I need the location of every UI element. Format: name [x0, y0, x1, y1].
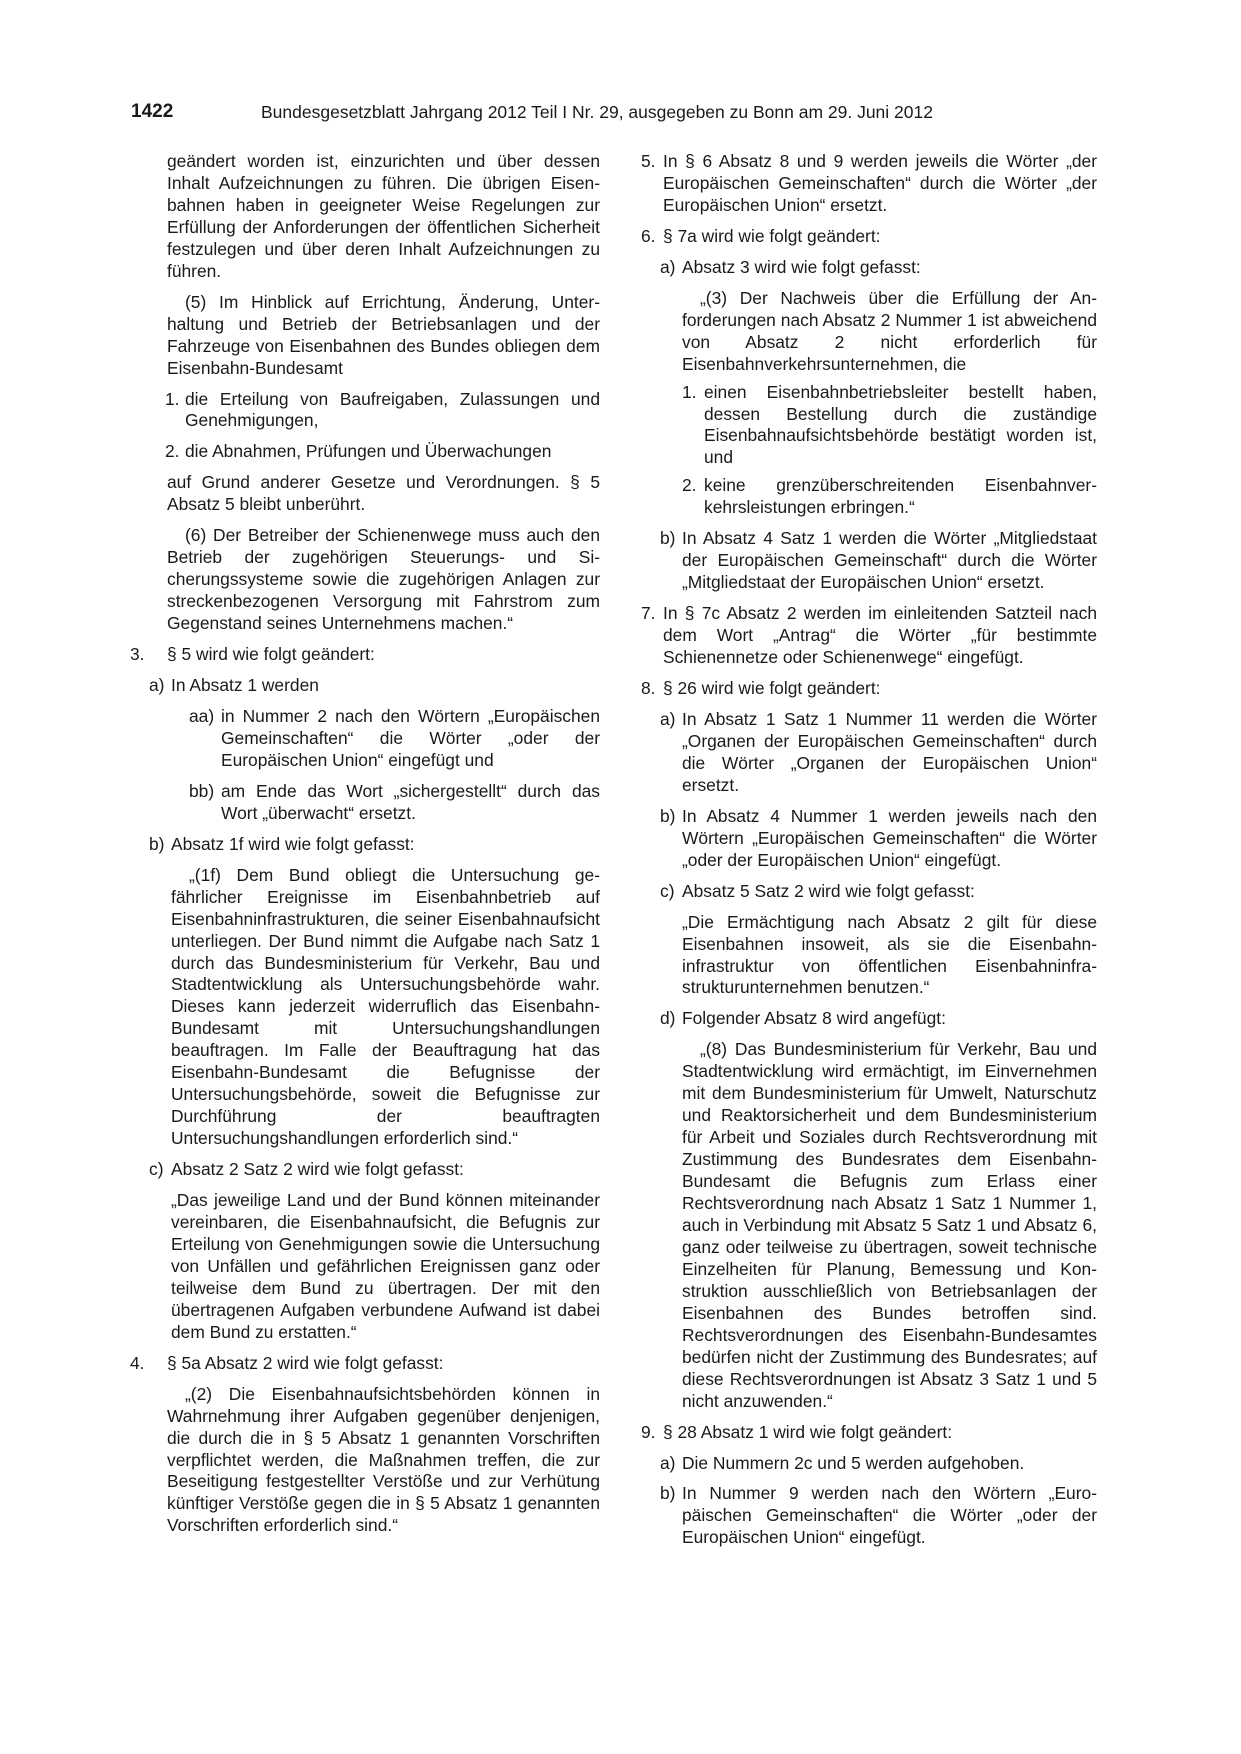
- list-item-number: b): [660, 528, 676, 549]
- list-item-number: b): [149, 833, 165, 854]
- list-item-number: d): [660, 1008, 676, 1029]
- list-item-text: Absatz 5 Satz 2 wird wie folgt gefasst:: [682, 880, 975, 901]
- list-item-number: a): [660, 256, 676, 277]
- list-item: [130, 644, 600, 666]
- list-item: [660, 257, 1097, 279]
- list-item-text: In Nummer 9 werden nach den Wörtern „Europäischen Gemeinschaften“ die Wörter „oder der Europäischen Union“ eingefügt.: [682, 1483, 1097, 1548]
- paragraph-6: (6) Der Betreiber der Schienenwege muss auch den Betrieb der zugehörigen Steuerungs- und Sicherungssysteme sowie die zugehörigen Anlagen zur streckenbezogenen Versorgung mit Fahrstrom zum Gegenstand seines Unternehmens machen.“: [167, 525, 600, 634]
- paragraph-tail: auf Grund anderer Gesetze und Verordnungen. § 5 Absatz 5 bleibt unberührt.: [167, 472, 600, 515]
- list-item: [641, 1422, 1097, 1444]
- list-item: [660, 1008, 1097, 1030]
- paragraph-continued: geändert worden ist, einzurichten und über dessen Inhalt Aufzeichnungen zu führen. Die übrigen Eisenbahnen haben in geeigneter Weise Regelungen zur Erfüllung der Anforderungen der öffentlichen Sicherheit festzulegen und über deren Inhalt Aufzeichnungen zu führen.: [167, 151, 600, 281]
- list-item: [660, 709, 1097, 797]
- list-item-text: In § 7c Absatz 2 werden im einleitenden Satzteil nach dem Wort „Antrag“ die Wörter „für bestimmte Schienennetze oder Schienenwege“ eingefügt.: [663, 603, 1097, 668]
- list-item: [130, 1353, 600, 1375]
- list-item-number: 6.: [641, 225, 656, 246]
- list-item-number: c): [660, 880, 675, 901]
- list-item-text: Folgender Absatz 8 wird angefügt:: [682, 1008, 946, 1029]
- list-item-text: § 26 wird wie folgt geändert:: [663, 678, 881, 699]
- list-item: [682, 382, 1097, 470]
- quoted-paragraph: „Die Ermächtigung nach Absatz 2 gilt für diese Eisenbahnen insoweit, als sie die Eisenbahninfrastruktur von öffentlichen Eisenbahninfrastrukturunternehmen benutzen.“: [682, 911, 1097, 998]
- list-item-text: die Abnahmen, Prüfungen und Überwachungen: [185, 441, 552, 462]
- list-item-text: keine grenzüberschreitenden Eisenbahnverkehrsleistungen erbringen.“: [704, 475, 1097, 518]
- list-item-number: 5.: [641, 151, 656, 171]
- paragraph-5: (5) Im Hinblick auf Errichtung, Änderung, Unterhaltung und Betrieb der Betriebsanlagen und der Fahrzeuge von Eisenbahnen des Bundes obliegen dem Eisenbahn-Bundesamt: [167, 291, 600, 378]
- list-item-text: einen Eisenbahnbetriebsleiter bestellt haben, dessen Bestellung durch die zuständige Eisenbahnaufsichtsbehörde bestätigt worden ist, und: [704, 381, 1097, 468]
- list-item-text: In Absatz 4 Satz 1 werden die Wörter „Mitgliedstaat der Europäischen Gemeinschaft“ durch die Wörter „Mitgliedstaat der Europäischen Union“ ersetzt.: [682, 528, 1097, 593]
- list-item-number: 1.: [682, 381, 697, 402]
- list-item: [165, 389, 600, 433]
- list-item-text: die Erteilung von Baufreigaben, Zulassungen und Genehmigungen,: [185, 388, 600, 431]
- list-item: [660, 881, 1097, 903]
- list-item-text: § 5 wird wie folgt geändert:: [167, 644, 375, 665]
- quoted-paragraph: „(2) Die Eisenbahnaufsichtsbehörden können in Wahrnehmung ihrer Aufgaben gegenüber denjenigen, die durch die in § 5 Absatz 1 genannten Vorschriften verpflichtet werden, die Maßnahmen treffen, die zur Beseitigung festgestellter Verstöße und zur Verhütung künftiger Verstöße gegen die in § 5 Absatz 1 genannten Vorschriften erforderlich sind.“: [167, 1383, 600, 1536]
- list-item-number: 7.: [641, 603, 656, 624]
- list-item: [149, 1159, 600, 1181]
- list-item-text: Absatz 1f wird wie folgt gefasst:: [171, 833, 415, 854]
- list-item: [682, 475, 1097, 519]
- page-number: 1422: [131, 101, 174, 122]
- list-item-number: c): [149, 1159, 164, 1180]
- running-title: Bundesgesetzblatt Jahrgang 2012 Teil I Nr. 29, ausgegeben zu Bonn am 29. Juni 2012: [261, 102, 933, 122]
- list-item-number: aa): [189, 705, 215, 726]
- quoted-paragraph: „(3) Der Nachweis über die Erfüllung der Anforderungen nach Absatz 2 Nummer 1 ist abweichend von Absatz 2 nicht erforderlich für Eisenbahnverkehrsunternehmen, die: [682, 287, 1097, 374]
- list-item-text: In Absatz 4 Nummer 1 werden jeweils nach den Wörtern „Europäischen Gemeinschaften“ die Wörter „oder der Europäischen Union“ eingefügt.: [682, 805, 1097, 870]
- list-item-text: am Ende das Wort „sichergestellt“ durch das Wort „überwacht“ ersetzt.: [221, 780, 600, 823]
- list-item: [149, 834, 600, 856]
- list-item-text: Absatz 2 Satz 2 wird wie folgt gefasst:: [171, 1159, 464, 1180]
- list-item-number: bb): [189, 780, 215, 801]
- list-item-number: 1.: [165, 388, 180, 409]
- list-item-number: 2.: [165, 441, 180, 462]
- list-item-number: b): [660, 805, 676, 826]
- list-item: [660, 528, 1097, 594]
- list-item-text: In Absatz 1 werden: [171, 675, 319, 696]
- list-item-number: a): [149, 675, 165, 696]
- list-item-text: § 28 Absatz 1 wird wie folgt geändert:: [663, 1421, 953, 1442]
- list-item-text: in Nummer 2 nach den Wörtern „Europäischen Gemeinschaften“ die Wörter „oder der Europäischen Union“ eingefügt und: [221, 705, 600, 770]
- right-column: [641, 151, 1097, 1549]
- list-item-number: 2.: [682, 475, 697, 496]
- list-item: [660, 1483, 1097, 1549]
- list-item-text: In § 6 Absatz 8 und 9 werden jeweils die Wörter „der Europäischen Gemeinschaften“ durch die Wörter „der Europäischen Union“ ersetzt.: [663, 151, 1097, 215]
- list-item: [641, 678, 1097, 700]
- list-item-number: b): [660, 1483, 676, 1504]
- list-item: [641, 603, 1097, 669]
- quoted-paragraph: „(1f) Dem Bund obliegt die Untersuchung gefährlicher Ereignisse im Eisenbahnbetrieb auf Eisenbahninfrastrukturen, die seiner Eisenbahnaufsicht unterliegen. Der Bund nimmt die Aufgabe nach Satz 1 durch das Bundesministerium für Verkehr, Bau und Stadtentwicklung als Untersuchungsbehörde wahr. Dieses kann jederzeit widerruflich das Eisenbahn-Bundesamt mit Untersuchungshandlungen beauftragen. Im Falle der Beauftragung hat das Eisenbahn-Bundesamt die Befugnisse der Untersuchungsbehörde, soweit die Befugnisse zur Durchführung der beauftragten Untersuchungshandlungen erforderlich sind.“: [171, 864, 600, 1149]
- list-item-text: § 7a wird wie folgt geändert:: [663, 225, 881, 246]
- list-item: [660, 1453, 1097, 1475]
- list-item-number: 3.: [130, 644, 145, 665]
- quoted-paragraph: „(8) Das Bundesministerium für Verkehr, Bau und Stadtentwicklung wird ermächtigt, im Einvernehmen mit dem Bundesministerium für Umwelt, Naturschutz und Reaktorsicherheit und dem Bundesministerium für Arbeit und Soziales durch Rechtsverordnung mit Zustimmung des Bundesrates dem Eisenbahn-Bundesamt die Befugnis zum Erlass einer Rechtsverordnung nach Absatz 1 Satz 1 Nummer 1, auch in Verbindung mit Absatz 5 Satz 1 und Absatz 6, ganz oder teilweise zu übertragen, soweit technische Einzelheiten für Planung, Bemessung und Konstruktion ausschließlich von Betriebsanlagen der Eisenbahnen des Bundes betroffen sind. Rechtsverordnungen des Eisenbahn-Bundesamtes bedürfen nicht der Zustimmung des Bundesrates; auf diese Rechtsverordnungen ist Absatz 3 Satz 1 und 5 nicht anzuwenden.“: [682, 1039, 1097, 1411]
- list-item-number: 9.: [641, 1421, 656, 1442]
- list-item: [641, 151, 1097, 217]
- list-item-number: a): [660, 708, 676, 729]
- list-item: [641, 226, 1097, 248]
- list-item-number: a): [660, 1452, 676, 1473]
- list-item: [660, 806, 1097, 872]
- list-item: [189, 781, 600, 825]
- page-header: [131, 100, 969, 130]
- list-item-number: 8.: [641, 678, 656, 699]
- left-column: [130, 151, 600, 1537]
- list-item-text: Die Nummern 2c und 5 werden aufgehoben.: [682, 1452, 1025, 1473]
- list-item: [189, 706, 600, 772]
- list-item-text: Absatz 3 wird wie folgt gefasst:: [682, 256, 921, 277]
- list-item-number: 4.: [130, 1352, 145, 1373]
- list-item: [149, 675, 600, 697]
- quoted-paragraph: „Das jeweilige Land und der Bund können miteinander vereinbaren, die Eisenbahnaufsicht, die Befugnis zur Erteilung von Genehmigungen sowie die Untersuchung von Unfällen und gefährlichen Ereignissen ganz oder teilweise dem Bund zu übertragen. Der mit den übertragenen Aufgaben verbundene Aufwand ist dabei dem Bund zu erstatten.“: [171, 1190, 600, 1342]
- list-item-text: § 5a Absatz 2 wird wie folgt gefasst:: [167, 1352, 444, 1373]
- list-item: [165, 441, 600, 463]
- list-item-text: In Absatz 1 Satz 1 Nummer 11 werden die Wörter „Organen der Europäischen Gemeinschaften“ durch die Wörter „Organen der Europäischen Union“ ersetzt.: [682, 708, 1097, 795]
